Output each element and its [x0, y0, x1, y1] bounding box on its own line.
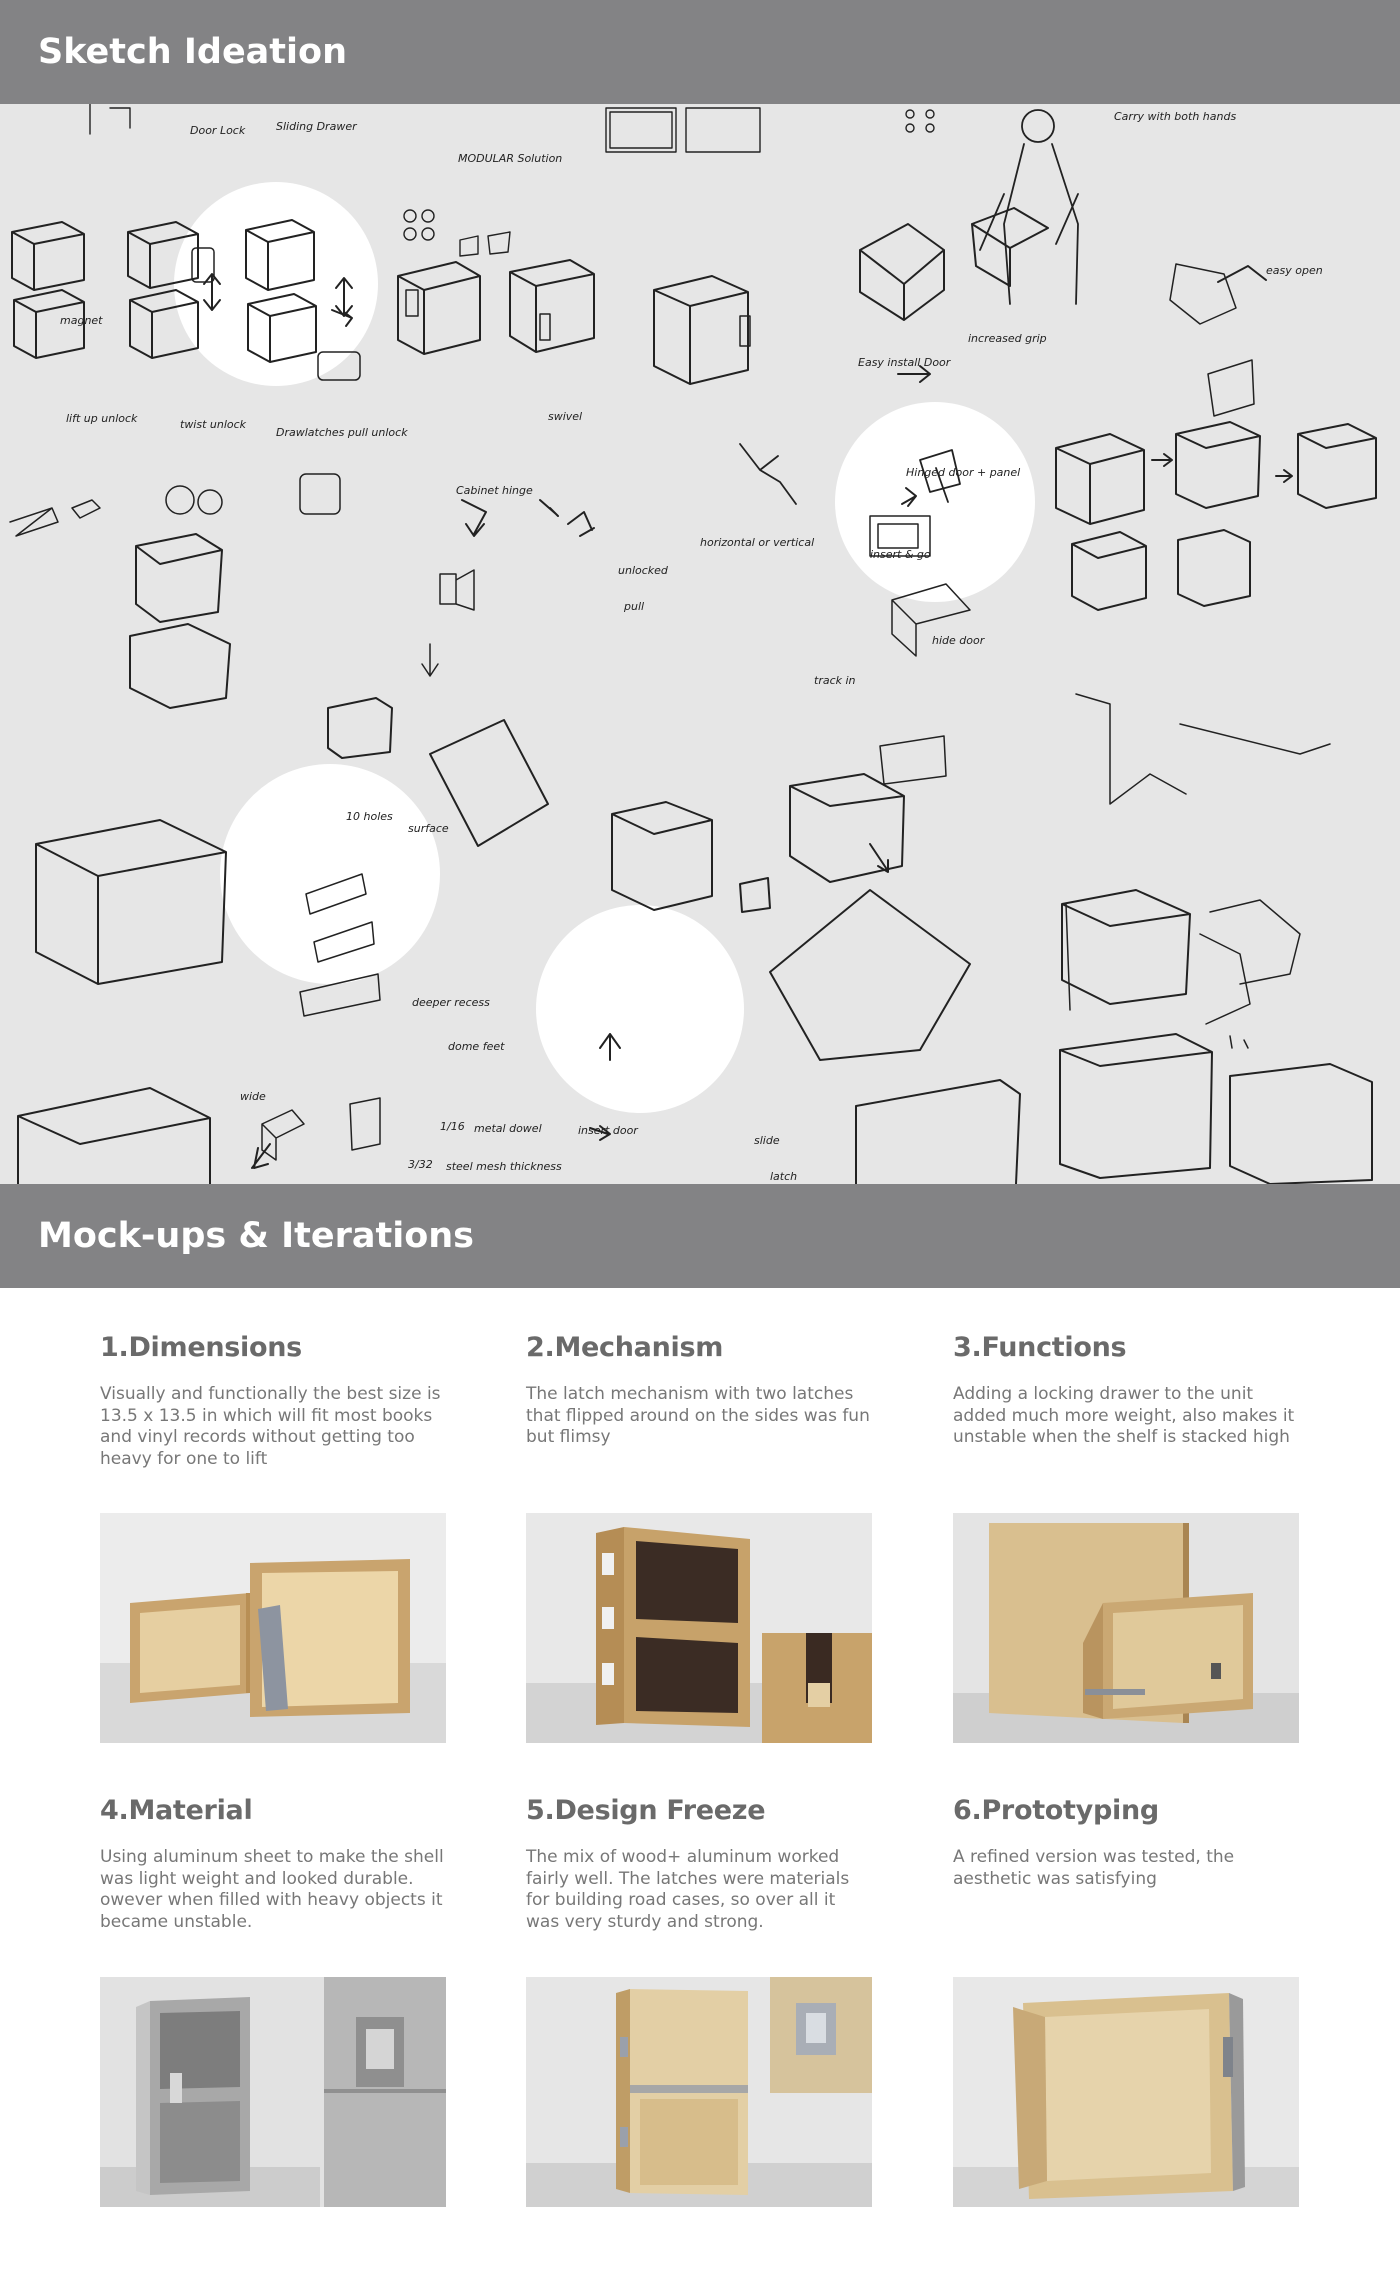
sketch-note: unlocked [618, 564, 668, 577]
sketch-note: insert door [578, 1124, 638, 1137]
sketch-note: 10 holes [346, 810, 393, 823]
sketch-note: Carry with both hands [1114, 110, 1237, 123]
section-title: Mock-ups & Iterations [38, 1216, 475, 1256]
sketch-note: dome feet [448, 1040, 505, 1053]
sketch-note: swivel [548, 410, 583, 423]
section-header-sketch-ideation [0, 0, 1400, 104]
iteration-card-mechanism [526, 1332, 872, 1496]
card-description: The latch mechanism with two latches that flipped around on the sides was fun but flimsy [526, 1384, 870, 1447]
latch-mechanism-photo [526, 1513, 872, 1743]
iteration-card-prototyping [953, 1795, 1299, 1959]
card-title: 1.Dimensions [100, 1332, 302, 1363]
sketch-note: deeper recess [412, 996, 490, 1009]
sketch-ideation-board [0, 104, 1400, 1184]
card-description: Visually and functionally the best size is 13.5 x 13.5 in which will fit most books and vinyl records without getting too heavy for one to lift [100, 1384, 441, 1469]
highlight-circle [220, 764, 440, 984]
sketch-note: slide [754, 1134, 780, 1147]
sketch-note: surface [408, 822, 449, 835]
iteration-card-design-freeze [526, 1795, 872, 1959]
card-description: Adding a locking drawer to the unit added much more weight, also makes it unstable when the shelf is stacked high [953, 1384, 1295, 1447]
sketch-note: 3/32 [408, 1158, 433, 1171]
card-title: 4.Material [100, 1795, 253, 1826]
highlight-circle [835, 402, 1035, 602]
section-title: Sketch Ideation [38, 32, 347, 72]
sketch-note: insert & go [870, 548, 931, 561]
iteration-card-functions [953, 1332, 1299, 1496]
arrow-sketch [204, 266, 1292, 1168]
card-description: Using aluminum sheet to make the shell was light weight and looked durable. owever when filled with heavy objects it became unstable. [100, 1847, 444, 1932]
sketch-note: pull [624, 600, 645, 613]
sketch-note: twist unlock [180, 418, 247, 431]
iteration-card-material [100, 1795, 446, 1959]
sketch-note: Cabinet hinge [456, 484, 533, 497]
card-title: 3.Functions [953, 1332, 1127, 1363]
sketch-note: hide door [932, 634, 985, 647]
highlight-circle [536, 905, 744, 1113]
card-description: A refined version was tested, the aesthetic was satisfying [953, 1847, 1235, 1889]
iteration-card-dimensions [100, 1332, 446, 1496]
sketch-note: steel mesh thickness [446, 1160, 562, 1173]
sketch-note: MODULAR Solution [458, 152, 563, 165]
card-title: 5.Design Freeze [526, 1795, 766, 1826]
sketch-note: 1/16 [440, 1120, 465, 1133]
sketch-note: lift up unlock [66, 412, 138, 425]
sketch-note: increased grip [968, 332, 1047, 345]
prototype-photo [953, 1977, 1299, 2207]
section-header-mockups [0, 1184, 1400, 1288]
sketch-note: horizontal or vertical [700, 536, 815, 549]
locking-drawer-photo [953, 1513, 1299, 1743]
sketch-note: track in [814, 674, 856, 687]
sketch-note: Hinged door + panel [906, 466, 1021, 479]
sketch-note: easy open [1266, 264, 1323, 277]
aluminum-shell-photo [100, 1977, 446, 2207]
sketch-note: wide [240, 1090, 266, 1103]
design-freeze-photo [526, 1977, 872, 2207]
card-description: The mix of wood+ aluminum worked fairly well. The latches were materials for building road cases, so over all it was very sturdy and strong. [526, 1847, 850, 1932]
sketch-note: Door Lock [190, 124, 246, 137]
sketch-note: Drawlatches pull unlock [276, 426, 408, 439]
card-title: 6.Prototyping [953, 1795, 1159, 1826]
sketch-note: latch [770, 1170, 798, 1183]
sketch-note: Sliding Drawer [276, 120, 357, 133]
wooden-cubes-photo [100, 1513, 446, 1743]
sketch-note: magnet [60, 314, 103, 327]
sketch-note: Easy install Door [858, 356, 951, 369]
card-title: 2.Mechanism [526, 1332, 724, 1363]
sketch-note: metal dowel [474, 1122, 542, 1135]
